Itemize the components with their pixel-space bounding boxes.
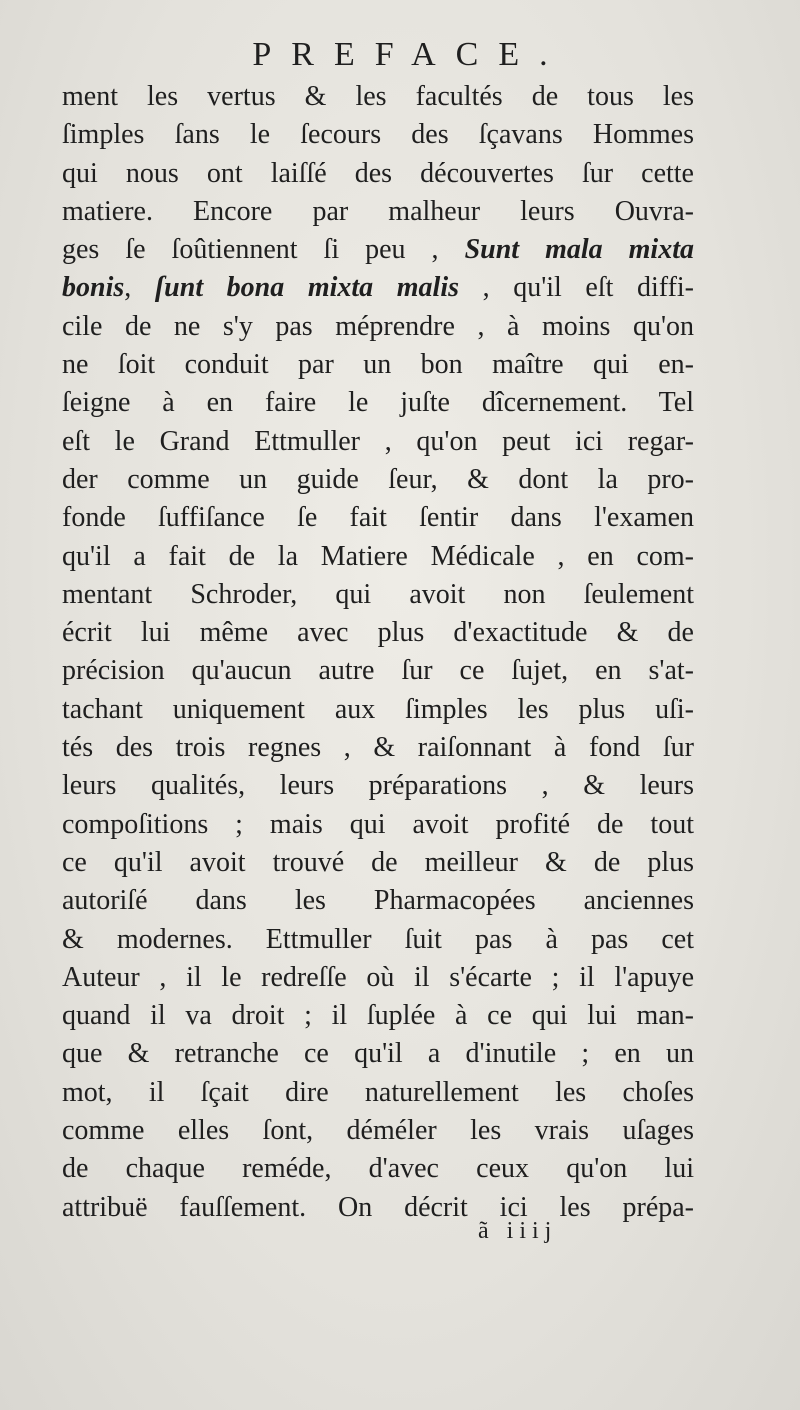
text-line: écrit lui même avec plus d'exactitude & de [62, 617, 694, 649]
text-line: qu'il a fait de la Matiere Médicale , en com- [62, 540, 694, 572]
text-line: compoſitions ; mais qui avoit profité de tout [62, 808, 694, 840]
text-line: fonde ſuffiſance ſe fait ſentir dans l'examen [62, 502, 694, 534]
text-line [62, 231, 694, 269]
text-line: ment les vertus & les facultés de tous les [62, 81, 694, 112]
text-line: mot, il ſçait dire naturellement les choſes [62, 1076, 694, 1108]
line-text: , qu'il eſt diffi- [459, 272, 694, 304]
line-text: ges ſe ſoûtiennent ſi peu , [62, 234, 465, 266]
text-line: précision qu'aucun autre ſur ce ſujet, en s'at- [62, 655, 694, 687]
text-line: de chaque reméde, d'avec ceux qu'on lui [62, 1153, 694, 1185]
text-line: matiere. Encore par malheur leurs Ouvra- [62, 195, 694, 227]
text-line: autoriſé dans les Pharmacopées anciennes [62, 885, 694, 917]
signature-mark: ã iiij [478, 1218, 558, 1244]
text-line: que & retranche ce qu'il a d'inutile ; en un [62, 1038, 694, 1070]
text-line: ne ſoit conduit par un bon maître qui en- [62, 349, 694, 381]
text-line: ſeigne à en faire le juſte dîcernement. Tel [62, 387, 694, 419]
text-line: der comme un guide ſeur, & dont la pro- [62, 463, 694, 495]
text-line: qui nous ont laiſſé des découvertes ſur cette [62, 157, 694, 189]
text-line: tachant uniquement aux ſimples les plus uſi- [62, 693, 694, 725]
text-line: comme elles ſont, déméler les vrais uſages [62, 1115, 694, 1147]
text-line: Auteur , il le redreſſe où il s'écarte ; il l'apuye [62, 961, 694, 993]
text-line: & modernes. Ettmuller ſuit pas à pas cet [62, 923, 694, 955]
body-text [62, 78, 694, 1227]
text-line: mentant Schroder, qui avoit non ſeulement [62, 578, 694, 610]
text-line: attribuë fauſſement. On décrit ici les prépa- [62, 1191, 694, 1223]
running-title: PREFACE. [252, 36, 568, 73]
text-line: leurs qualités, leurs préparations , & leurs [62, 770, 694, 802]
text-line [62, 269, 694, 307]
text-line: tés des trois regnes , & raiſonnant à fond ſur [62, 732, 694, 764]
text-line: ce qu'il avoit trouvé de meilleur & de plus [62, 846, 694, 878]
latin-phrase: Sunt mala mixta [464, 234, 694, 266]
line-text: , [124, 272, 155, 304]
text-line: eſt le Grand Ettmuller , qu'on peut ici regar- [62, 425, 694, 457]
text-line: ſimples ſans le ſecours des ſçavans Hommes [62, 119, 694, 151]
text-line: quand il va droit ; il ſuplée à ce qui lui man- [62, 1000, 694, 1032]
latin-phrase: ſunt bona mixta malis [154, 272, 460, 304]
latin-word: bonis [62, 272, 125, 304]
text-line: cile de ne s'y pas méprendre , à moins qu'on [62, 310, 694, 342]
